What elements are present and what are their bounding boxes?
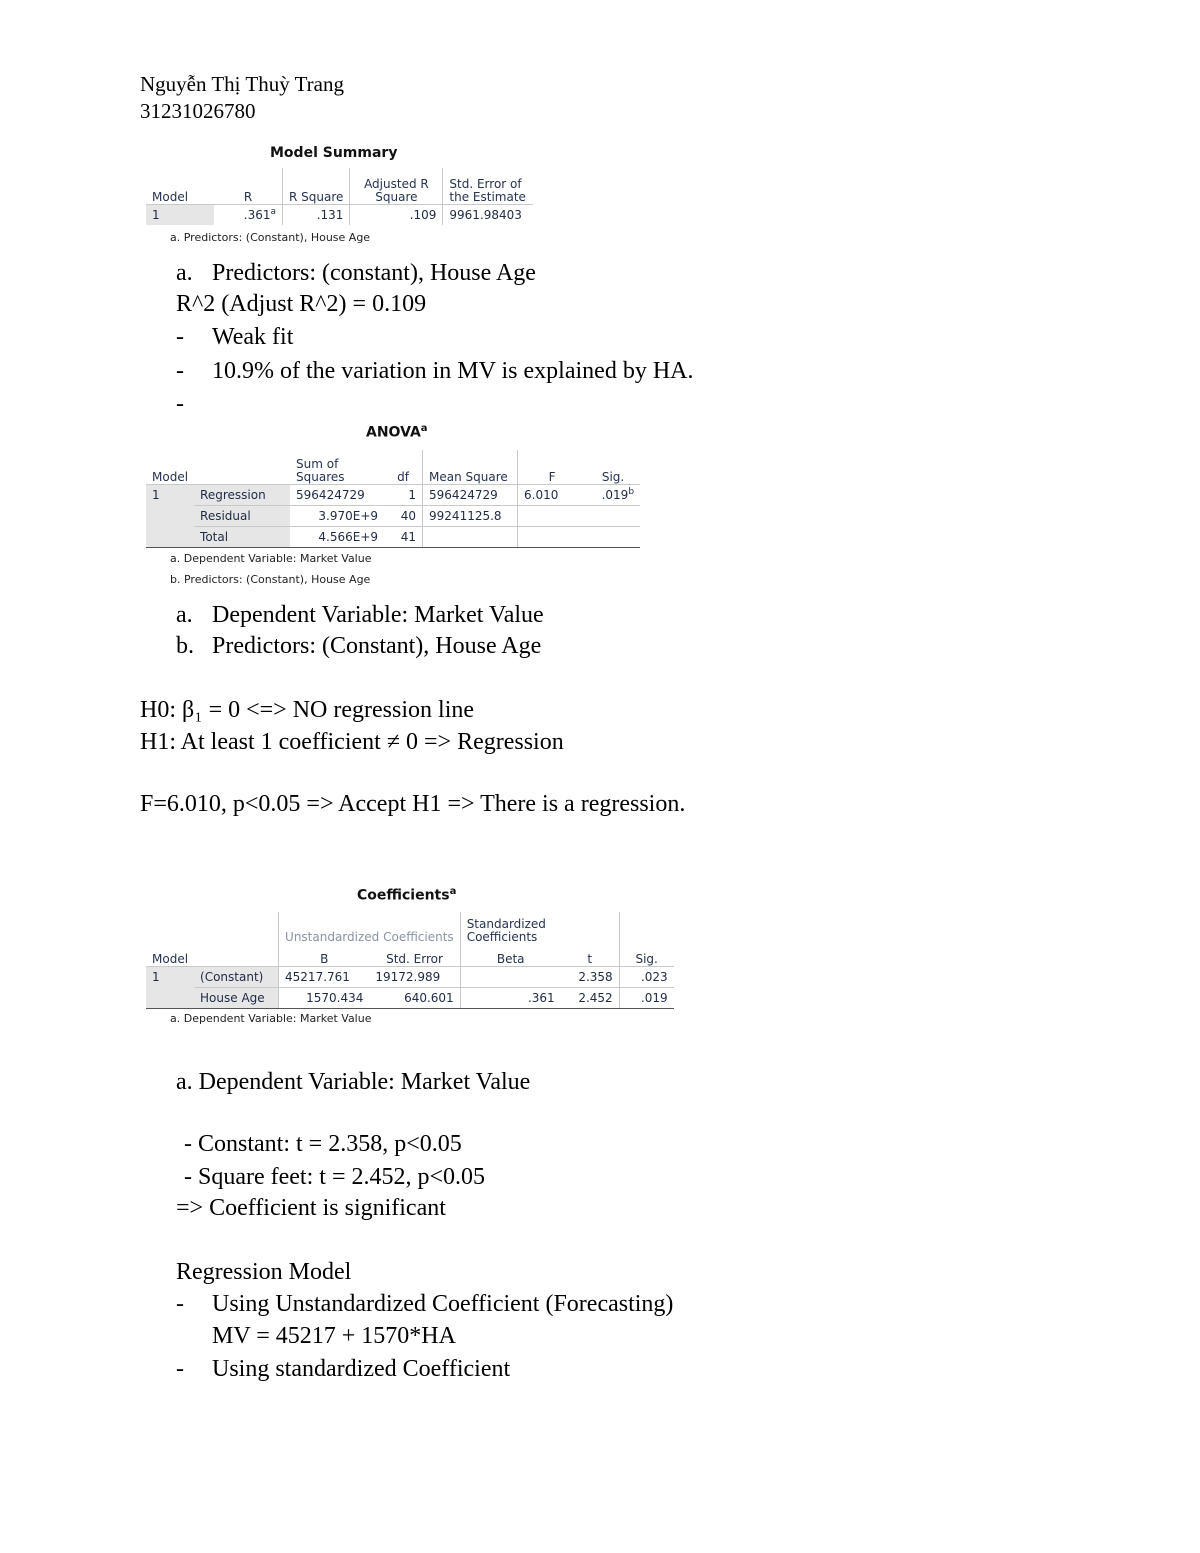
cell-beta: .361: [460, 987, 561, 1008]
col-t: t: [587, 951, 593, 966]
cell-mean-square: 99241125.8: [423, 505, 518, 526]
note-bullet-weak-fit: - Weak fit: [176, 324, 294, 350]
cell-std-error: 9961.98403: [443, 204, 534, 225]
anova-footnote-a: a. Dependent Variable: Market Value: [170, 552, 372, 565]
note-bullet-standardized: - Using standardized Coefficient: [176, 1356, 511, 1382]
cell-r: .361$^a$: [214, 204, 283, 225]
note-square-feet-test: - Square feet: t = 2.452, p<0.05: [184, 1164, 486, 1190]
col-adj-r-square: Adjusted R Square: [350, 168, 443, 204]
cell-label: (Constant): [194, 966, 279, 987]
table-row: [146, 526, 640, 547]
cell-b: 45217.761: [279, 966, 370, 987]
cell-f: 6.010: [518, 484, 587, 505]
author-name: Nguyễn Thị Thuỳ Trang: [140, 72, 344, 96]
col-sig: Sig.: [601, 469, 625, 484]
cell-df: 40: [384, 505, 423, 526]
cell-sig: .023: [619, 966, 674, 987]
note-bullet-unstandardized: - Using Unstandardized Coefficient (Forecasting): [176, 1291, 674, 1317]
regression-equation: MV = 45217 + 1570*HA: [212, 1323, 456, 1349]
cell-sum-squares: 596424729: [290, 484, 384, 505]
cell-sum-squares: 4.566E+9: [290, 526, 384, 547]
anova-footnote-b: b. Predictors: (Constant), House Age: [170, 573, 371, 586]
note-bullet-variation: - 10.9% of the variation in MV is explained by HA.: [176, 358, 694, 384]
note-dependent-variable-2: a. Dependent Variable: Market Value: [176, 1069, 531, 1095]
note-constant-test: - Constant: t = 2.358, p<0.05: [184, 1131, 462, 1157]
hypothesis-h0: H0: β₁ = 0 <=> NO regression line: [140, 697, 475, 723]
note-significant: => Coefficient is significant: [176, 1195, 446, 1221]
note-dependent-variable: a. Dependent Variable: Market Value: [176, 602, 544, 628]
cell-t: 2.358: [561, 966, 620, 987]
col-r-square: R Square: [283, 168, 350, 204]
cell-sig: [586, 526, 640, 547]
col-unstandardized: Unstandardized Coefficients: [279, 912, 461, 944]
cell-beta: [460, 966, 561, 987]
coefficients-footnote: a. Dependent Variable: Market Value: [170, 1012, 372, 1025]
cell-std-error: 19172.989: [369, 966, 460, 987]
col-sum-squares: Sum of Squares: [296, 456, 345, 484]
cell-mean-square: [423, 526, 518, 547]
cell-label: Total: [194, 526, 290, 547]
hypothesis-h1: H1: At least 1 coefficient ≠ 0 => Regression: [140, 729, 564, 755]
cell-label: Residual: [194, 505, 290, 526]
cell-model: 1: [146, 966, 194, 987]
col-r: R: [243, 189, 253, 204]
col-model: Model: [152, 469, 189, 484]
col-label: [194, 450, 290, 484]
cell-b: 1570.434: [279, 987, 370, 1008]
col-sig: Sig.: [619, 944, 674, 966]
table-row: [146, 484, 640, 505]
coefficients-title: Coefficients$^a$: [357, 886, 457, 904]
student-id: 31231026780: [140, 99, 256, 123]
col-b: B: [279, 944, 370, 966]
note-predictors: a. Predictors: (constant), House Age: [176, 260, 536, 286]
note-empty-bullet: -: [176, 391, 184, 417]
cell-f: [518, 526, 587, 547]
cell-model: 1: [146, 484, 194, 505]
col-mean-square: Mean Square: [423, 450, 518, 484]
table-row: [146, 987, 674, 1008]
col-model: Model: [152, 951, 189, 966]
note-r-squared: R^2 (Adjust R^2) = 0.109: [176, 291, 427, 317]
col-standardized: Standardized Coefficients: [460, 912, 561, 944]
cell-df: 1: [384, 484, 423, 505]
cell-model: [146, 505, 194, 526]
cell-sum-squares: 3.970E+9: [290, 505, 384, 526]
cell-adj-r-square: .109: [350, 204, 443, 225]
model-summary-table: [146, 168, 533, 225]
cell-sig: .019$^b$: [586, 484, 640, 505]
cell-model: [146, 987, 194, 1008]
cell-label: Regression: [194, 484, 290, 505]
table-row: [146, 966, 674, 987]
col-std-error: Std. Error: [386, 951, 443, 966]
col-beta: Beta: [460, 944, 561, 966]
cell-label: House Age: [194, 987, 279, 1008]
cell-f: [518, 505, 587, 526]
table-row: [146, 505, 640, 526]
col-model: Model: [152, 189, 189, 204]
coefficients-table: [146, 912, 674, 1009]
regression-model-heading: Regression Model: [176, 1259, 352, 1285]
anova-title: ANOVA$^a$: [366, 423, 428, 441]
cell-t: 2.452: [561, 987, 620, 1008]
cell-df: 41: [384, 526, 423, 547]
cell-sig: [586, 505, 640, 526]
cell-mean-square: 596424729: [423, 484, 518, 505]
cell-model: [146, 526, 194, 547]
cell-model: 1: [146, 204, 214, 225]
note-predictors-2: b. Predictors: (Constant), House Age: [176, 633, 542, 659]
anova-table: [146, 450, 640, 548]
table-row: [146, 204, 533, 225]
cell-r-square: .131: [283, 204, 350, 225]
cell-std-error: 640.601: [369, 987, 460, 1008]
model-summary-footnote: a. Predictors: (Constant), House Age: [170, 231, 371, 244]
model-summary-title: Model Summary: [270, 145, 398, 161]
col-f: F: [518, 450, 587, 484]
anova-conclusion: F=6.010, p<0.05 => Accept H1 => There is a regression.: [140, 791, 686, 817]
cell-sig: .019: [619, 987, 674, 1008]
col-std-error: Std. Error of the Estimate: [443, 168, 534, 204]
col-df: df: [397, 469, 409, 484]
